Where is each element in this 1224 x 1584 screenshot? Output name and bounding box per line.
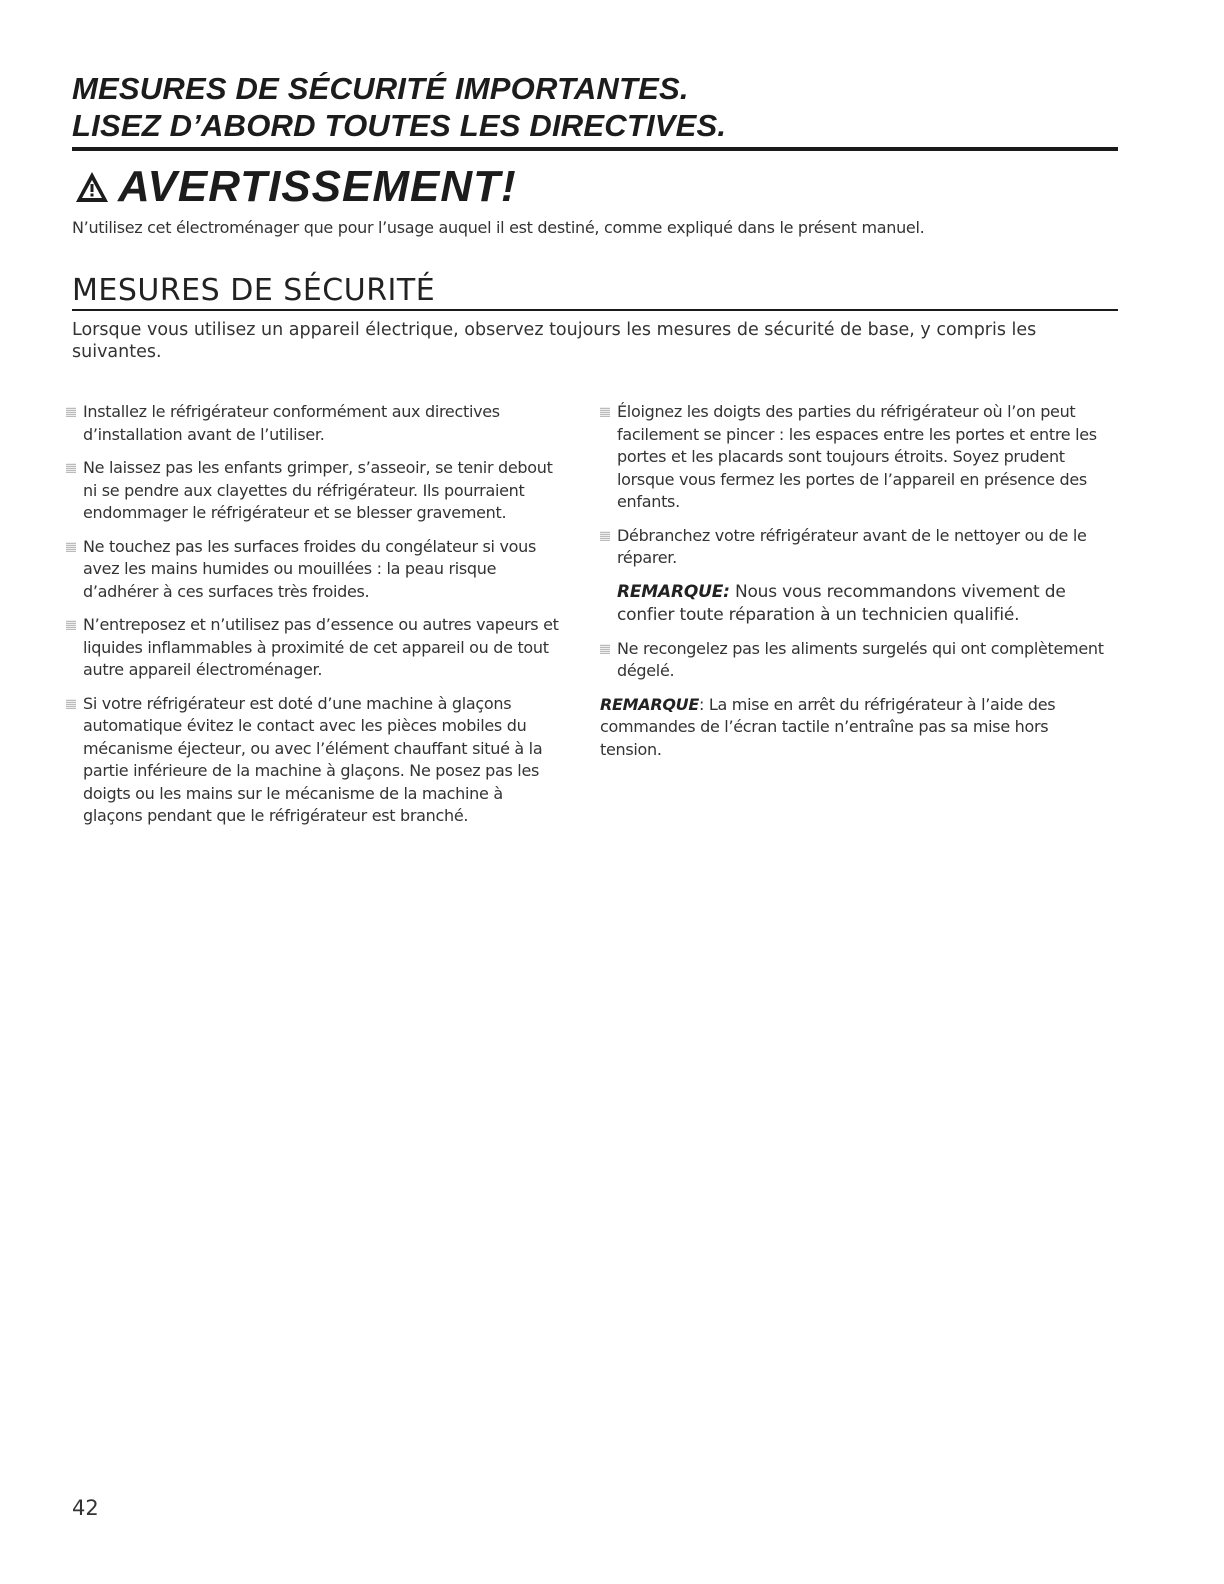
list-item [600,401,1105,514]
title-line-2: LISEZ D’ABORD TOUTES LES DIRECTIVES. [72,108,727,143]
square-bullet-icon [600,531,610,541]
square-bullet-icon [66,699,76,709]
list-item-text: Éloignez les doigts des parties du réfrigérateur où l’on peut facilement se pincer : les espaces entre les portes et entre les portes et les placards sont toujours étroits. Soyez prudent lorsque vous fermez les portes de l’appareil en présence des enfants. [617,402,1097,511]
warning-text: N’utilisez cet électroménager que pour l’usage auquel il est destiné, comme expliqué dans le présent manuel. [72,218,925,237]
square-bullet-icon [66,542,76,552]
square-bullet-icon [66,620,76,630]
title-rule [72,147,1118,151]
left-column [66,401,562,839]
list-item [600,525,1105,570]
square-bullet-icon [600,407,610,417]
list-item-text: Ne laissez pas les enfants grimper, s’asseoir, se tenir debout ni se pendre aux clayettes du réfrigérateur. Ils pourraient endommager le réfrigérateur et se blesser gravement. [83,458,553,522]
note-text: : La mise en arrêt du réfrigérateur à l’aide des commandes de l’écran tactile n’entraîne pas sa mise hors tension. [600,694,1056,759]
main-title [72,70,1118,144]
page-content [72,70,1118,839]
note-repair [617,581,1105,627]
note-label: REMARQUE: [617,581,730,602]
square-bullet-icon [600,644,610,654]
list-item-text: Ne touchez pas les surfaces froides du congélateur si vous avez les mains humides ou mouillées : la peau risque d’adhérer à ces surfaces très froides. [83,536,537,601]
section-intro: Lorsque vous utilisez un appareil électrique, observez toujours les mesures de sécurité de base, y compris les suivantes. [72,320,1037,362]
safety-columns [72,401,1118,839]
note-text: Nous vous recommandons vivement de confier toute réparation à un technicien qualifié. [617,581,1066,625]
page-number: 42 [72,1496,99,1520]
list-item [66,693,562,828]
note-label: REMARQUE [600,694,699,714]
square-bullet-icon [66,407,76,417]
section-title: MESURES DE SÉCURITÉ [72,273,436,308]
warning-triangle-icon [74,170,110,204]
note-touchscreen [600,694,1105,762]
list-item [66,614,562,682]
section-rule [72,309,1118,311]
list-item-text: Ne recongelez pas les aliments surgelés qui ont complètement dégelé. [617,638,1104,680]
list-item [66,401,562,446]
warning-title: AVERTISSEMENT! [118,162,517,211]
right-column [600,401,1105,839]
warning-header [72,161,1118,213]
square-bullet-icon [66,463,76,473]
list-item-text: N’entreposez et n’utilisez pas d’essence ou autres vapeurs et liquides inflammables à proximité de cet appareil ou de tout autre appareil électroménager. [83,615,559,679]
list-item [66,536,562,604]
list-item-text: Si votre réfrigérateur est doté d’une machine à glaçons automatique évitez le contact avec les pièces mobiles du mécanisme éjecteur, ou avec l’élément chauffant situé à la partie inférieure de la machine à glaçons. Ne posez pas les doigts ou les mains sur le mécanisme de la machine à glaçons pendant que le réfrigérateur est branché. [83,693,543,825]
title-line-1: MESURES DE SÉCURITÉ IMPORTANTES. [72,71,689,106]
list-item-text: Installez le réfrigérateur conformément aux directives d’installation avant de l’utiliser. [83,402,500,444]
list-item [600,638,1105,683]
list-item [66,457,562,525]
list-item-text: Débranchez votre réfrigérateur avant de le nettoyer ou de le réparer. [617,525,1087,567]
